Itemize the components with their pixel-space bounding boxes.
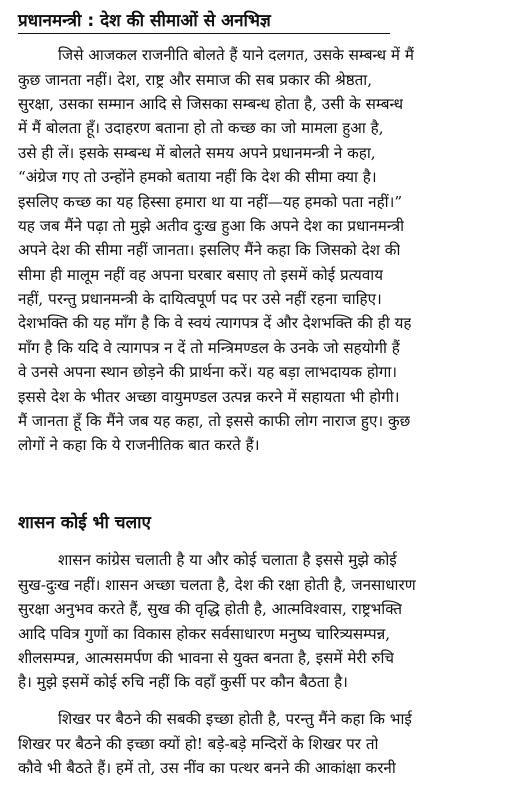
text-line: देशभक्ति की यह माँग है कि वे स्वयं त्यागपत्र दें और देशभक्ति की ही यह — [18, 314, 412, 332]
text-line: सुख-दुःख नहीं। शासन अच्छा चलता है, देश की रक्षा होती है, जनसाधारण — [18, 576, 416, 594]
text-line: नहीं, परन्तु प्रधानमन्त्री के दायित्वपूर्ण पद पर उसे नहीं रहना चाहिए। — [18, 290, 382, 308]
section-heading-governance: शासन कोई भी चलाए — [18, 513, 151, 533]
text-line: मैं जानता हूँ कि मैंने जब यह कहा, तो इससे काफी लोग नाराज हुए। कुछ — [18, 412, 411, 430]
section-heading-pm: प्रधानमन्त्री : देश की सीमाओं से अनभिज्ञ — [18, 11, 271, 31]
text-line: इसलिए कच्छ का यह हिस्सा हमारा था या नहीं—यह हमको पता नहीं।” — [18, 193, 403, 211]
text-line: सुरक्षा, उसका सम्मान आदि से जिसका सम्बन्ध होता है, उसी के सम्बन्ध — [18, 95, 404, 113]
text-line: कुछ जानता नहीं। देश, राष्ट्र और समाज की सब प्रकार की श्रेष्ठता, — [18, 71, 373, 89]
text-line: कौवे भी बैठते हैं। हमें तो, उस नींव का पत्थर बनने की आकांक्षा करनी — [18, 759, 396, 777]
text-line: सुरक्षा अनुभव करते हैं, सुख की वृद्धि होती है, आत्मविश्वास, राष्ट्रभक्ति — [18, 600, 403, 618]
text-line: शिखर पर बैठने की इच्छा क्यों हो! बड़े-बड़े मन्दिरों के शिखर पर तो — [18, 735, 379, 753]
text-line: लोगों ने कहा कि ये राजनीतिक बात करते हैं। — [18, 436, 260, 454]
text-line: है। मुझे इसमें कोई रुचि नहीं कि वहाँ कुर्सी पर कौन बैठता है। — [18, 673, 348, 691]
text-line: शासन कांग्रेस चलाती है या और कोई चलाता है इससे मुझे कोई — [58, 551, 397, 569]
text-line: उसे ही लें। इसके सम्बन्ध में बोलते समय अपने प्रधानमन्त्री ने कहा, — [18, 144, 376, 162]
text-line: सीमा ही मालूम नहीं वह अपना घरबार बसाए तो इसमें कोई प्रत्यवाय — [18, 266, 384, 284]
text-line: यह जब मैंने पढ़ा तो मुझे अतीव दुःख हुआ कि अपने देश का प्रधानमन्त्री — [18, 217, 405, 235]
text-line: शीलसम्पन्न, आत्मसमर्पण की भावना से युक्त बनता है, इसमें मेरी रुचि — [18, 649, 395, 667]
text-line: अपने देश की सीमा नहीं जानता। इसलिए मैंने कहा कि जिसको देश की — [18, 241, 401, 259]
text-line: माँग है कि यदि वे त्यागपत्र न दें तो मन्त्रिमण्डल के उनके जो सहयोगी हैं — [18, 339, 400, 357]
text-line: में मैं बोलता हूँ। उदाहरण बताना हो तो कच्छ का जो मामला हुआ है, — [18, 119, 384, 137]
heading-underline — [18, 33, 390, 34]
text-line: “अंग्रेज गए तो उन्होंने हमको बताया नहीं कि देश की सीमा क्या है। — [18, 168, 377, 186]
text-line: आदि पवित्र गुणों का विकास होकर सर्वसाधारण मनुष्य चारित्र्यसम्पन्न, — [18, 625, 391, 643]
text-line: जिसे आजकल राजनीति बोलते हैं याने दलगत, उसके सम्बन्ध में मैं — [58, 46, 414, 64]
text-line: वे उनसे अपना स्थान छोड़ने की प्रार्थना करें। यह बड़ा लाभदायक होगा। — [18, 363, 398, 381]
text-line: इससे देश के भीतर अच्छा वायुमण्डल उत्पन्न करने में सहायता भी होगी। — [18, 388, 400, 406]
text-line: शिखर पर बैठने की सबकी इच्छा होती है, परन्तु मैंने कहा कि भाई — [58, 710, 412, 728]
